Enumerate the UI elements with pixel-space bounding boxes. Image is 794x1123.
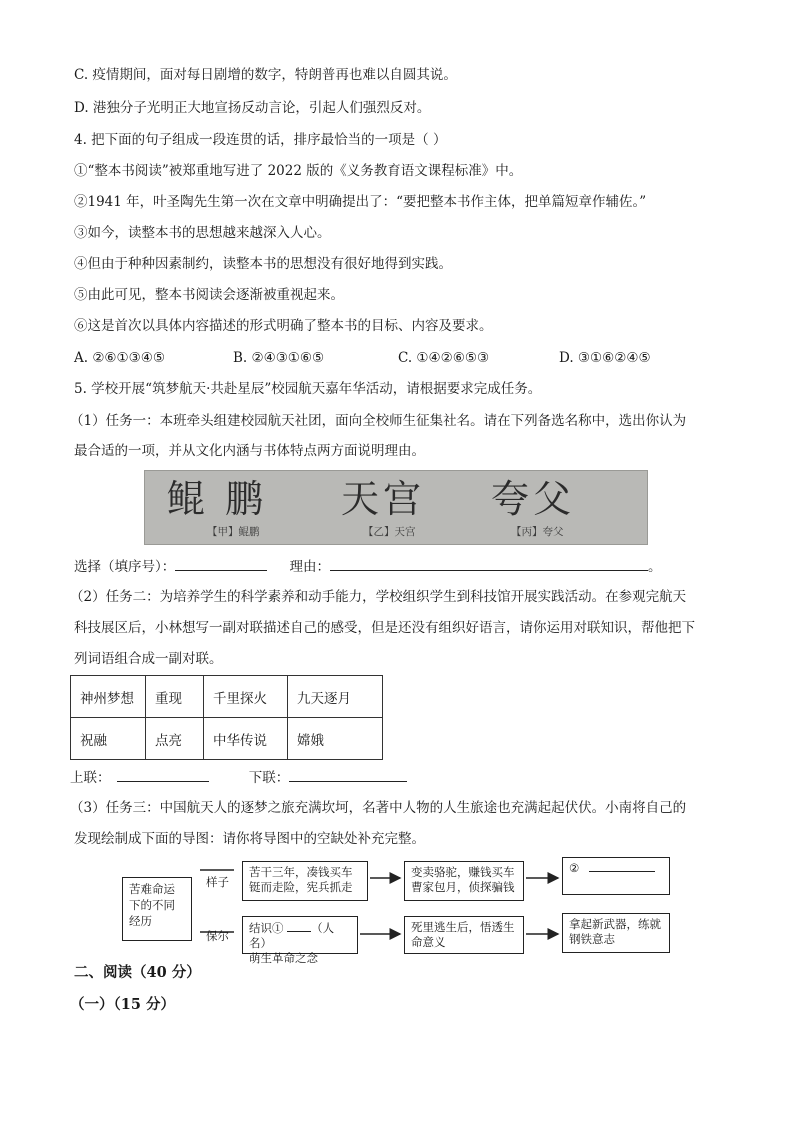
- task-3-line-1: （3）任务三：中国航天人的逐梦之旅充满坎坷，名著中人物的人生旅途也充满起起伏伏。小南将自己的: [70, 800, 687, 816]
- baoer-step-1-text: 萌生革命之念: [249, 951, 318, 965]
- table-cell: 九天逐月: [288, 676, 383, 718]
- xiangzi-step-2: 变卖骆驼，赚钱买车 曹家包月，侦探骗钱: [404, 861, 524, 901]
- sentence-2: ②1941 年，叶圣陶先生第一次在文章中明确提出了：“要把整本书作主体，把单篇短章作辅佐。”: [74, 194, 647, 210]
- sentence-3: ③如今，读整本书的思想越来越深入人心。: [74, 225, 331, 241]
- baoer-step-3: 拿起新武器，练就钢铁意志: [562, 913, 670, 953]
- xiangzi-step-3: [562, 857, 670, 895]
- answer-option-c[interactable]: C. ①④②⑥⑤③: [398, 350, 490, 366]
- table-cell: 神州梦想: [71, 676, 146, 718]
- answer-option-b[interactable]: B. ②④③①⑥⑤: [233, 350, 325, 366]
- lower-label: 下联：: [248, 770, 290, 786]
- reason-period: 。: [648, 559, 662, 575]
- label-xiangzi: 样子: [206, 875, 229, 889]
- baoer-step-2: 死里逃生后，悟透生命意义: [404, 916, 524, 954]
- task-1-line-1: （1）任务一：本班牵头组建校园航天社团，面向全校师生征集社名。请在下列备选名称中，选出你认为: [70, 413, 687, 429]
- sentence-5: ⑤由此可见，整本书阅读会逐渐被重视起来。: [74, 287, 344, 303]
- calligraphy-tiangong: 天宫: [341, 477, 426, 521]
- question-4: 4. 把下面的句子组成一段连贯的话，排序最恰当的一项是（ ）: [74, 132, 447, 148]
- calligraphy-kunpeng: 鲲 鹏: [167, 477, 268, 521]
- choose-label: 选择（填序号）：: [74, 559, 176, 575]
- option-d-line: D. 港独分子光明正大地宣扬反动言论，引起人们强烈反对。: [74, 100, 431, 116]
- baoer-step-1: [242, 916, 358, 965]
- table-cell: 重现: [146, 676, 204, 718]
- blank-2[interactable]: [589, 862, 655, 872]
- task-2-line-3: 列词语组合成一副对联。: [74, 651, 223, 667]
- sentence-4: ④但由于种种因素制约，读整本书的思想没有很好地得到实践。: [74, 256, 452, 272]
- caption-jia: 【甲】鲲鹏: [207, 526, 260, 538]
- blank-2-marker: ②: [569, 861, 580, 875]
- task-1-line-2: 最合适的一项，并从文化内涵与书体特点两方面说明理由。: [74, 443, 425, 459]
- table-cell: 千里探火: [204, 676, 288, 718]
- caption-yi: 【乙】天宫: [363, 526, 416, 538]
- answer-option-d[interactable]: D. ③①⑥②④⑤: [559, 350, 651, 366]
- section-2-heading: 二、阅读（40 分）: [74, 964, 201, 981]
- reason-label: 理由：: [289, 559, 331, 575]
- xiangzi-step-1: 苦干三年，凑钱买车 铤而走险，宪兵抓走: [242, 861, 368, 901]
- option-c-line: C. 疫情期间，面对每日剧增的数字，特朗普再也难以自圆其说。: [74, 67, 457, 83]
- question-5: 5. 学校开展“筑梦航天·共赴星辰”校园航天嘉年华活动，请根据要求完成任务。: [74, 381, 542, 397]
- table-cell: 嫦娥: [288, 718, 383, 760]
- subsection-1-heading: （一）（15 分）: [70, 996, 175, 1013]
- diagram-root: 苦难命运下的不同经历: [122, 877, 192, 941]
- upper-label: 上联：: [70, 770, 111, 786]
- table-cell: 中华传说: [204, 718, 288, 760]
- sentence-6: ⑥这是首次以具体内容描述的形式明确了整本书的目标、内容及要求。: [74, 318, 493, 334]
- answer-option-a[interactable]: A. ②⑥①③④⑤: [74, 350, 165, 366]
- calligraphy-kuafu: 夸父: [491, 477, 576, 521]
- task-2-line-1: （2）任务二：为培养学生的科学素养和动手能力，学校组织学生到科技馆开展实践活动。在参观完航天: [70, 589, 687, 605]
- label-baoer: 保尔: [206, 929, 229, 943]
- table-cell: 点亮: [146, 718, 204, 760]
- sentence-1: ①“整本书阅读”被郑重地写进了 2022 版的《义务教育语文课程标准》中。: [74, 163, 523, 179]
- task-3-line-2: 发现绘制成下面的导图：请你将导图中的空缺处补充完整。: [74, 831, 425, 847]
- caption-bing: 【丙】夸父: [511, 526, 564, 538]
- task-2-line-2: 科技展区后，小林想写一副对联描述自己的感受，但是还没有组织好语言，请你运用对联知识，帮他把下: [74, 620, 695, 636]
- table-cell: 祝融: [71, 718, 146, 760]
- person-name-hint: （人名）: [249, 921, 335, 950]
- blank-1-marker: 结识①: [249, 921, 284, 935]
- blank-1[interactable]: [287, 920, 311, 932]
